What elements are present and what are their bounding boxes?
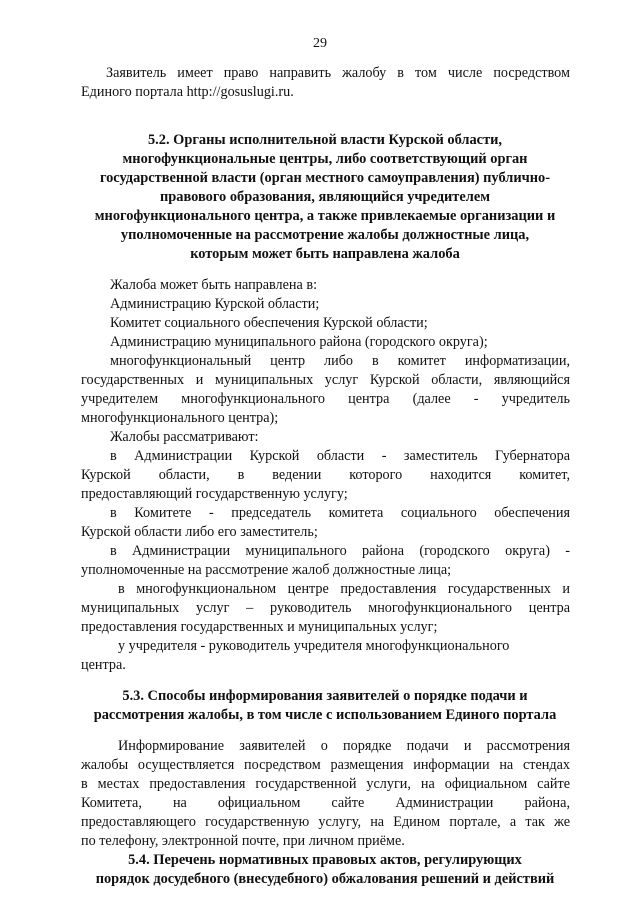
section-5-2-body-line-9: Жалобы рассматривают: — [110, 429, 259, 445]
section-5-3-body-line-6: по телефону, электронной почте, при личном приёме. — [81, 833, 405, 849]
section-5-2-body-line-12: предоставляющий государственную услугу; — [81, 486, 348, 502]
section-5-2-body-line-21: центра. — [81, 657, 126, 673]
section-5-2-body-line-4: Администрацию муниципального района (городского округа); — [110, 334, 488, 350]
section-5-2-heading-line-5: многофункционального центра, а также привлекаемые организации и — [94, 208, 556, 224]
section-5-2-body-line-15: в Администрации муниципального района (городского округа) - — [110, 543, 570, 559]
section-5-2-body-line-13: в Комитете - председатель комитета социального обеспечения — [110, 505, 570, 521]
page-number: 29 — [313, 36, 327, 51]
section-5-4-heading-line-1: 5.4. Перечень нормативных правовых актов, регулирующих — [128, 852, 522, 868]
section-5-2-body-line-14: Курской области либо его заместитель; — [81, 524, 318, 540]
section-5-2-body-line-3: Комитет социального обеспечения Курской области; — [110, 315, 428, 331]
section-5-2-heading-line-4: правового образования, являющийся учредителем — [159, 189, 491, 205]
section-5-2-body-line-7: учредителем многофункционального центра (далее - учредитель — [81, 391, 570, 407]
intro-line-2: Единого портала http://gosuslugi.ru. — [81, 84, 294, 100]
section-5-2-body-line-18: муниципальных услуг – руководитель многофункционального центра — [81, 600, 570, 616]
section-5-2-body-line-11: Курской области, в ведении которого находится комитет, — [81, 467, 570, 483]
intro-line-1: Заявитель имеет право направить жалобу в том числе посредством — [106, 65, 570, 81]
section-5-2-body-line-17: в многофункциональном центре предоставления государственных и — [118, 581, 570, 597]
section-5-2-heading-line-1: 5.2. Органы исполнительной власти Курской области, — [147, 132, 503, 148]
section-5-3-heading-line-2: рассмотрения жалобы, в том числе с использованием Единого портала — [93, 707, 557, 723]
section-5-2-body-line-8: многофункционального центра); — [81, 410, 279, 426]
section-5-2-body-line-10: в Администрации Курской области - заместитель Губернатора — [110, 448, 570, 464]
section-5-3-body-line-4: Комитета, на официальном сайте Администрации района, — [81, 795, 570, 811]
section-5-2-body-line-5: многофункциональный центр либо в комитет информатизации, — [110, 353, 570, 369]
section-5-4-heading-line-2: порядок досудебного (внесудебного) обжалования решений и действий — [95, 871, 555, 887]
section-5-3-body-line-2: жалобы осуществляется посредством размещения информации на стендах — [81, 757, 570, 773]
section-5-2-heading-line-2: многофункциональные центры, либо соответствующий орган — [122, 151, 528, 167]
section-5-2-body-line-6: государственных и муниципальных услуг Курской области, являющийся — [81, 372, 570, 388]
section-5-2-heading-line-7: которым может быть направлена жалоба — [190, 246, 460, 262]
section-5-2-body-line-2: Администрацию Курской области; — [110, 296, 320, 312]
section-5-3-body-line-5: предоставляющего государственную услугу, на Едином портале, а так же — [81, 814, 570, 830]
section-5-3-heading-line-1: 5.3. Способы информирования заявителей о порядке подачи и — [122, 688, 528, 704]
section-5-2-heading-line-3: государственной власти (орган местного самоуправления) публично- — [99, 170, 551, 186]
section-5-3-body-line-3: в местах предоставления государственной услуги, на официальном сайте — [81, 776, 570, 792]
section-5-2-body-line-16: уполномоченные на рассмотрение жалоб должностные лица; — [81, 562, 452, 578]
section-5-2-body-line-1: Жалоба может быть направлена в: — [110, 277, 318, 293]
section-5-3-body-line-1: Информирование заявителей о порядке подачи и рассмотрения — [118, 738, 570, 754]
section-5-2-heading-line-6: уполномоченные на рассмотрение жалобы должностные лица, — [120, 227, 530, 243]
section-5-2-body-line-19: предоставления государственных и муниципальных услуг; — [81, 619, 438, 635]
section-5-2-body-line-20: у учредителя - руководитель учредителя многофункционального — [118, 638, 510, 654]
